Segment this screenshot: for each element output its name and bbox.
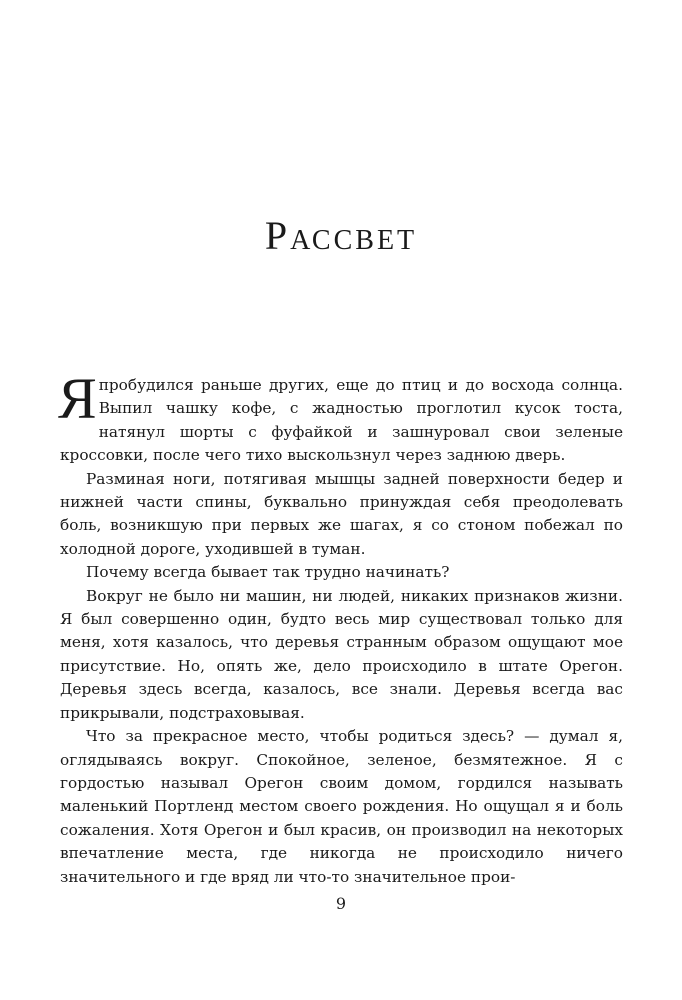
paragraph-5: Что за прекрасное место, чтобы родиться здесь? — думал я, оглядываясь вокруг. Спокойное, зеленое, безмятежное. Я с гордостью называл Орегон своим домом, гордился называть маленький Портленд местом своего рождения. Но ощущал я и боль сожаления. Хотя Орегон и был красив, он производил на некоторых впечатление места, где никогда не происходило ничего значительного и где вряд ли что-то значительное прои- <box>60 727 623 886</box>
drop-cap: Я <box>58 366 97 431</box>
chapter-title: Рассвет <box>264 213 418 258</box>
paragraph-2: Разминая ноги, потягивая мышцы задней поверхности бедер и нижней части спины, буквально принуждая себя преодолевать боль, возникшую при первых же шагах, я со стоном побежал по холодной дороге, уходившей в туман. <box>60 469 623 558</box>
paragraph-1-text: пробудился раньше других, еще до птиц и до восхода солнца. Выпил чашку кофе, с жадностью проглотил кусок тоста, натянул шорты с фуфайкой и зашнуровал свои зеленые кроссовки, после чего тихо выскользнул через заднюю дверь. <box>60 376 623 465</box>
chapter-text <box>58 366 623 889</box>
paragraph-3: Почему всегда бывает так трудно начинать? <box>86 563 450 582</box>
page-number: 9 <box>335 894 347 913</box>
paragraph-4: Вокруг не было ни машин, ни людей, никаких признаков жизни. Я был совершенно один, будто весь мир существовал только для меня, хотя казалось, что деревья странным образом ощущают мое присутствие. Но, опять же, дело происходило в штате Орегон. Деревья здесь всегда, казалось, все знали. Деревья всегда вас прикрывали, подстраховывая. <box>60 586 623 722</box>
paragraph-1 <box>58 366 623 468</box>
